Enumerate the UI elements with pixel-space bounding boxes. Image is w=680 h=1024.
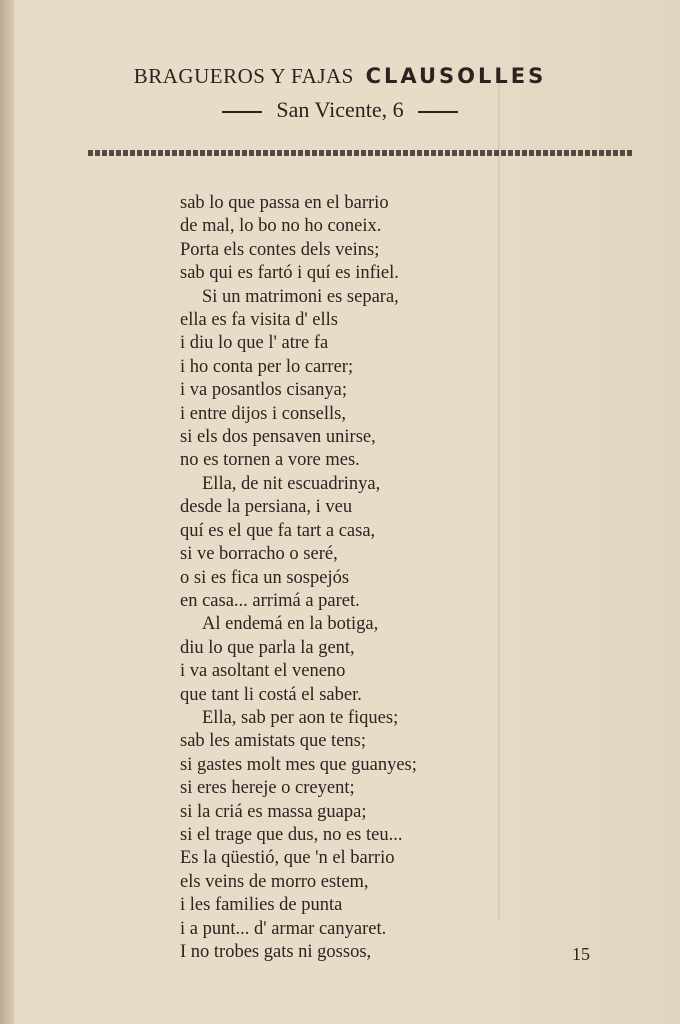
poem-line: i va asoltant el veneno <box>180 661 346 682</box>
header-address: San Vicente, 6 <box>276 97 404 122</box>
poem-line: si el trage que dus, no es teu... <box>180 824 403 845</box>
poem-line: i va posantlos cisanya; <box>180 380 347 401</box>
poem-line: sab lo que passa en el barrio <box>180 193 389 213</box>
poem-line: i entre dijos i consells, <box>180 403 346 424</box>
poem-line: i diu lo que l' atre fa <box>180 333 329 354</box>
poem-line: i les families de punta <box>180 895 343 916</box>
header-line-1 <box>0 64 680 89</box>
poem-line: en casa... arrimá a paret. <box>180 590 360 611</box>
poem-line: o si es fica un sospejós <box>180 567 350 588</box>
poem-line: I no trobes gats ni gossos, <box>180 942 372 962</box>
poem-line: no es tornen a vore mes. <box>180 450 360 471</box>
poem-line: si els dos pensaven unirse, <box>180 427 376 448</box>
header-brand: CLAUSOLLES <box>365 64 547 88</box>
advertisement-header <box>0 64 680 123</box>
poem-line: sab les amistats que tens; <box>180 731 366 752</box>
poem-line: desde la persiana, i veu <box>180 497 353 518</box>
poem-line: els veins de morro estem, <box>180 871 369 892</box>
header-prefix: BRAGUEROS Y FAJAS <box>133 64 354 88</box>
decorative-rule <box>88 150 633 156</box>
poem-line: Ella, sab per aon te fiques; <box>202 707 399 728</box>
poem-line: diu lo que parla la gent, <box>180 637 355 658</box>
poem-line: i a punt... d' armar canyaret. <box>180 918 387 939</box>
poem-text <box>180 192 580 964</box>
dash-right <box>418 111 458 113</box>
poem-line: si eres hereje o creyent; <box>180 778 355 799</box>
poem-line: Porta els contes dels veins; <box>180 239 380 260</box>
poem-line: quí es el que fa tart a casa, <box>180 520 376 541</box>
poem-line: si ve borracho o seré, <box>180 544 338 565</box>
poem-line: sab qui es fartó i quí es infiel. <box>180 263 399 284</box>
poem-line: Es la qüestió, que 'n el barrio <box>180 848 395 869</box>
poem-line: Ella, de nit escuadrinya, <box>202 473 381 494</box>
poem-line: si gastes molt mes que guanyes; <box>180 754 417 775</box>
page-number: 15 <box>572 944 590 964</box>
header-line-2 <box>0 97 680 123</box>
poem-line: que tant li costá el saber. <box>180 684 362 705</box>
poem-line: i ho conta per lo carrer; <box>180 356 354 377</box>
poem-line: Al endemá en la botiga, <box>202 614 379 635</box>
poem-line: ella es fa visita d' ells <box>180 310 338 331</box>
page-fold-shadow <box>0 0 14 1024</box>
poem-line: Si un matrimoni es separa, <box>202 286 399 307</box>
poem-line: si la criá es massa guapa; <box>180 801 367 822</box>
dash-left <box>222 111 262 113</box>
poem-line: de mal, lo bo no ho coneix. <box>180 216 382 237</box>
